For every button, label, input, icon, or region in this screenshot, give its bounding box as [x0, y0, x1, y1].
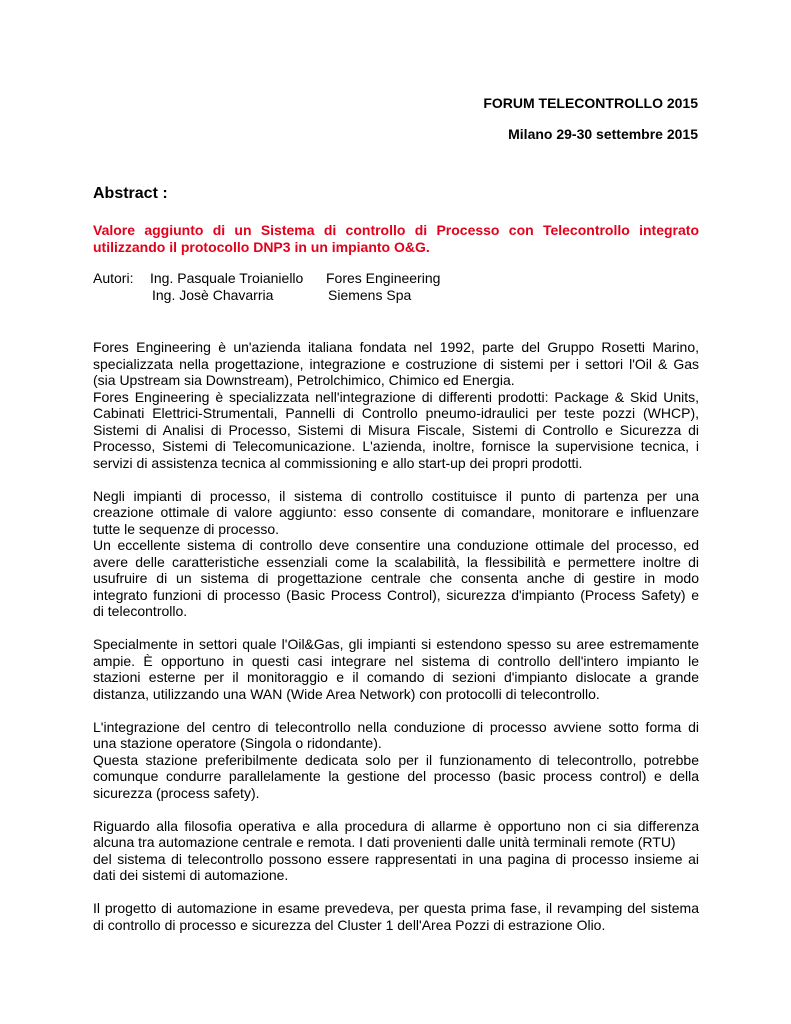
body-line: L'integrazione del centro di telecontrollo nella conduzione di processo avviene sotto forma di: [93, 718, 699, 735]
body-line: Un eccellente sistema di controllo deve consentire una conduzione ottimale del processo, ed: [93, 537, 699, 553]
author-company: Fores Engineering: [326, 270, 441, 286]
event-title: FORUM TELECONTROLLO 2015: [483, 95, 698, 111]
body-line: Questa stazione preferibilmente dedicata solo per il funzionamento di telecontrollo, potrebbe: [93, 751, 699, 768]
body-paragraph: [93, 636, 699, 702]
author-name: Ing. Pasquale Troianiello: [150, 270, 304, 286]
body-line: Fores Engineering è specializzata nell'integrazione di differenti prodotti: Package & Skid Units,: [93, 388, 699, 405]
body-line: una stazione operatore (Singola o ridondante).: [93, 735, 382, 751]
body-line: di telecontrollo.: [93, 603, 188, 619]
body-paragraph: [93, 719, 699, 802]
body-line: integrato funzioni di processo (Basic Process Control), sicurezza d'impianto (Process Safety) e: [93, 586, 699, 603]
abstract-title-line: utilizzando il protocollo DNP3 in un impianto O&G.: [93, 239, 430, 255]
author-name: Ing. Josè Chavarria: [152, 287, 274, 303]
body-line: ampie. È opportuno in questi casi integrare nel sistema di controllo dell'intero impianto le: [93, 652, 699, 669]
body-line: (sia Upstream sia Downstream), Petrolchimico, Chimico ed Energia.: [93, 372, 515, 388]
body-line: tutte le sequenze di processo.: [93, 520, 280, 537]
authors-label: Autori:: [93, 270, 134, 286]
body-line: sicurezza (process safety).: [93, 784, 260, 801]
body-line: avere delle caratteristiche essenziali come la scalabilità, la flessibilità e permettere inoltre di: [93, 553, 699, 570]
body-paragraph: [93, 900, 699, 933]
body-line: Il progetto di automazione in esame prevedeva, per questa prima fase, il revamping del sistema: [93, 900, 699, 916]
abstract-title-line: Valore aggiunto di un Sistema di controllo di Processo con Telecontrollo integrato: [93, 222, 699, 238]
body-paragraph: [93, 339, 699, 471]
body-line: alcuna tra automazione centrale e remota. I dati provenienti dalle unità terminali remote (RTU): [93, 834, 676, 850]
body-line: stazioni esterne per il monitoraggio e il comando di sezioni d'impianto dislocate a grande: [93, 669, 699, 685]
body-line: Cabinati Elettrici-Strumentali, Pannelli di Controllo pneumo-idraulici per teste pozzi (WHCP),: [93, 405, 699, 421]
body-line: servizi di assistenza tecnica al commissioning e allo start-up dei propri prodotti.: [93, 454, 583, 471]
body-line: dati dei sistemi di automazione.: [93, 867, 289, 883]
author-company: Siemens Spa: [328, 287, 412, 303]
body-line: del sistema di telecontrollo possono essere rappresentati in una pagina di processo insieme ai: [93, 850, 699, 867]
body-line: creazione ottimale di valore aggiunto: esso consente di comandare, monitorare e influenzare: [93, 504, 699, 520]
body-line: Specialmente in settori quale l'Oil&Gas, gli impianti si estendono spesso su aree estremamente: [93, 636, 699, 652]
body-line: Sistemi di Analisi di Processo, Sistemi di Misura Fiscale, Sistemi di Controllo e Sicurezza di: [93, 421, 699, 438]
event-place-date: Milano 29-30 settembre 2015: [508, 126, 698, 142]
body-paragraph: [93, 818, 699, 884]
body-line: specializzata nella progettazione, integrazione e costruzione di sistemi per i settori l'Oil & Gas: [93, 355, 699, 372]
abstract-title: [93, 222, 699, 256]
abstract-body: [93, 339, 699, 950]
body-line: comunque condurre parallelamente la gestione del processo (basic process control) e della: [93, 768, 699, 784]
body-line: usufruire di un sistema di progettazione centrale che consenta anche di gestire in modo: [93, 570, 699, 586]
abstract-heading: Abstract :: [93, 185, 168, 202]
body-line: Riguardo alla filosofia operativa e alla procedura di allarme è opportuno non ci sia differenza: [93, 817, 699, 834]
body-paragraph: [93, 488, 699, 620]
body-line: di controllo di processo e sicurezza del Cluster 1 dell'Area Pozzi di estrazione Olio.: [93, 916, 606, 933]
body-line: Fores Engineering è un'azienda italiana fondata nel 1992, parte del Gruppo Rosetti Marino,: [93, 339, 699, 355]
body-line: Negli impianti di processo, il sistema di controllo costituisce il punto di partenza per una: [93, 487, 699, 504]
body-line: distanza, utilizzando una WAN (Wide Area Network) con protocolli di telecontrollo.: [93, 685, 600, 702]
body-line: Processo, Sistemi di Telecomunicazione. L'azienda, inoltre, fornisce la supervisione tecnica, i: [93, 438, 699, 454]
